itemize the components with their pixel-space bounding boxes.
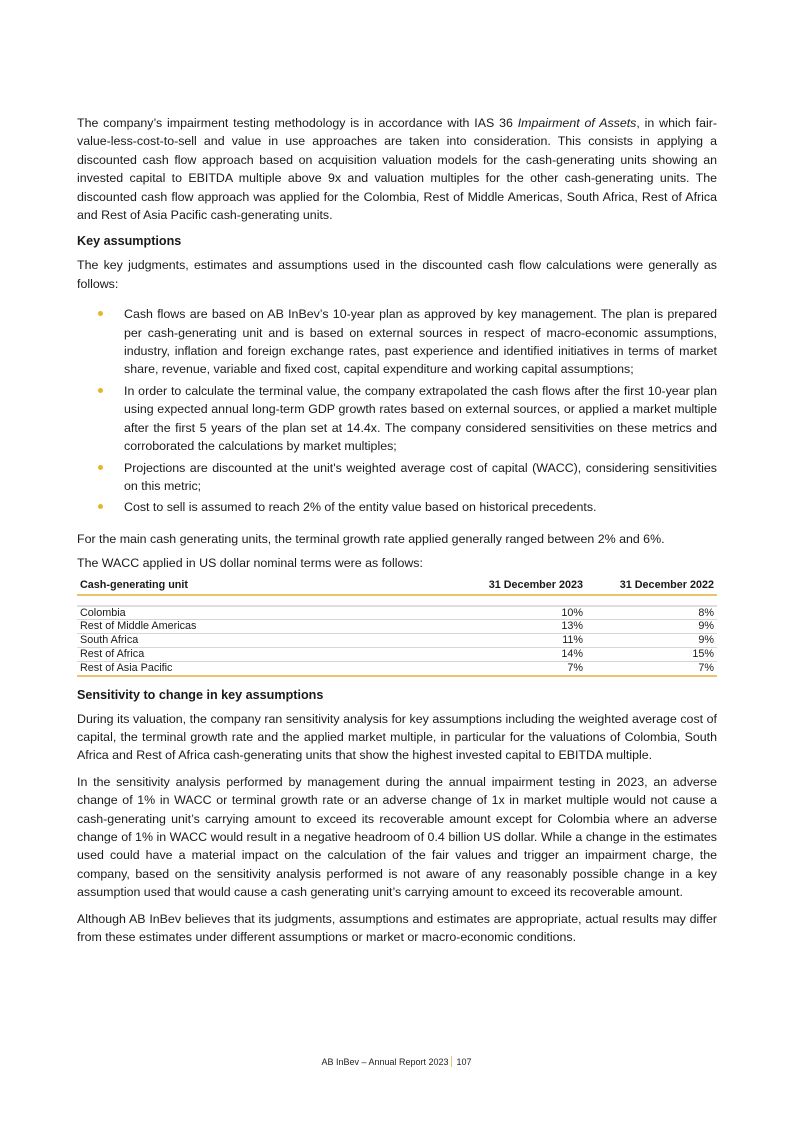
list-item: Cost to sell is assumed to reach 2% of the entity value based on historical precedents. <box>77 498 717 516</box>
cell-2023: 7% <box>430 661 586 675</box>
assumptions-list <box>77 305 717 516</box>
cell-unit: Rest of Middle Americas <box>77 620 430 634</box>
cell-unit: South Africa <box>77 634 430 648</box>
cell-2023: 14% <box>430 647 586 661</box>
table-row <box>77 634 717 648</box>
list-item: In order to calculate the terminal value, the company extrapolated the cash flows after the first 10-year plan using expected annual long-term GDP growth rates based on external sources, or applied a market multiple after the first 5 years of the plan set at 14.4x. The company considered sensitivities on these metrics and corroborated the calculations by market multiples; <box>77 382 717 456</box>
cell-2023: 11% <box>430 634 586 648</box>
column-header-unit: Cash-generating unit <box>77 577 430 595</box>
bullet-icon <box>98 388 103 393</box>
column-header-2022: 31 December 2022 <box>586 577 717 595</box>
cell-2022: 9% <box>586 634 717 648</box>
cell-2023: 13% <box>430 620 586 634</box>
cell-unit: Rest of Africa <box>77 647 430 661</box>
table-row <box>77 620 717 634</box>
key-assumptions-heading: Key assumptions <box>77 234 182 249</box>
page-footer <box>0 1056 793 1067</box>
sensitivity-paragraph: Although AB InBev believes that its judgments, assumptions and estimates are appropriate, actual results may differ from these estimates under different assumptions or market or macro-economic conditions. <box>77 911 717 944</box>
cell-2023: 10% <box>430 606 586 620</box>
cell-unit: Colombia <box>77 606 430 620</box>
document-page <box>77 114 717 946</box>
sensitivity-paragraph: During its valuation, the company ran sensitivity analysis for key assumptions including the weighted average cost of capital, the terminal growth rate and the applied market multiple, in particular for the valuations of Colombia, South Africa and Rest of Africa cash-generating units that show the highest invested capital to EBITDA multiple. <box>77 711 717 763</box>
cell-2022: 9% <box>586 620 717 634</box>
key-assumptions-lead: The key judgments, estimates and assumptions used in the discounted cash flow calculations were generally as follows: <box>77 258 717 291</box>
list-item: Cash flows are based on AB InBev’s 10-year plan as approved by key management. The plan is prepared per cash-generating unit and is based on external sources in respect of macro-economic assumptions, industry, inflation and foreign exchange rates, past experience and identified initiatives in terms of market share, revenue, variable and fixed cost, capital expenditure and working capital assumptions; <box>77 305 717 379</box>
bullet-icon <box>98 465 103 470</box>
standard-title: Impairment of Assets <box>517 116 637 130</box>
table-header-row <box>77 577 717 595</box>
cell-2022: 15% <box>586 647 717 661</box>
intro-paragraph: The company’s impairment testing methodology is in accordance with IAS 36 Impairment of Assets, in which fair-value-less-cost-to-sell and value in use approaches are taken into consideration. This consists in applying a discounted cash flow approach based on acquisition valuation models for the cash-generating units showing an invested capital to EBITDA multiple above 9x and valuation multiples for the other cash-generating units. The discounted cash flow approach was applied for the Colombia, Rest of Middle Americas, South Africa, Rest of Africa and Rest of Asia Pacific cash-generating units. <box>77 116 717 223</box>
wacc-intro-paragraph: The WACC applied in US dollar nominal terms were as follows: <box>77 556 423 571</box>
list-item: Projections are discounted at the unit's weighted average cost of capital (WACC), considering sensitivities on this metric; <box>77 459 717 496</box>
bullet-icon <box>98 311 103 316</box>
sensitivity-paragraph: In the sensitivity analysis performed by management during the annual impairment testing in 2023, an adverse change of 1% in WACC or terminal growth rate or an adverse change of 1x in market multiple would not cause a cash-generating unit’s carrying amount to exceed its recoverable amount except for Colombia where an adverse change of 1% in WACC would result in a negative headroom of 0.4 billion US dollar. While a change in the estimates used could have a material impact on the calculation of the fair values and trigger an impairment charge, the company, based on the sensitivity analysis performed is not aware of any reasonably possible change in a key assumption used that would cause a cash generating unit’s carrying amount to exceed its recoverable amount. <box>77 774 717 900</box>
cell-unit: Rest of Asia Pacific <box>77 661 430 675</box>
wacc-table <box>77 577 717 677</box>
table-row <box>77 661 717 675</box>
bullet-icon <box>98 504 103 509</box>
column-header-2023: 31 December 2023 <box>430 577 586 595</box>
page-number: 107 <box>456 1057 472 1067</box>
table-row <box>77 647 717 661</box>
sensitivity-heading: Sensitivity to change in key assumptions <box>77 687 324 702</box>
cell-2022: 8% <box>586 606 717 620</box>
table-row <box>77 606 717 620</box>
cell-2022: 7% <box>586 661 717 675</box>
table-spacer-row <box>77 595 717 606</box>
footer-divider <box>451 1056 452 1067</box>
footer-title: AB InBev – Annual Report 2023 <box>321 1057 449 1067</box>
growth-rate-paragraph: For the main cash generating units, the terminal growth rate applied generally ranged between 2% and 6%. <box>77 531 665 546</box>
